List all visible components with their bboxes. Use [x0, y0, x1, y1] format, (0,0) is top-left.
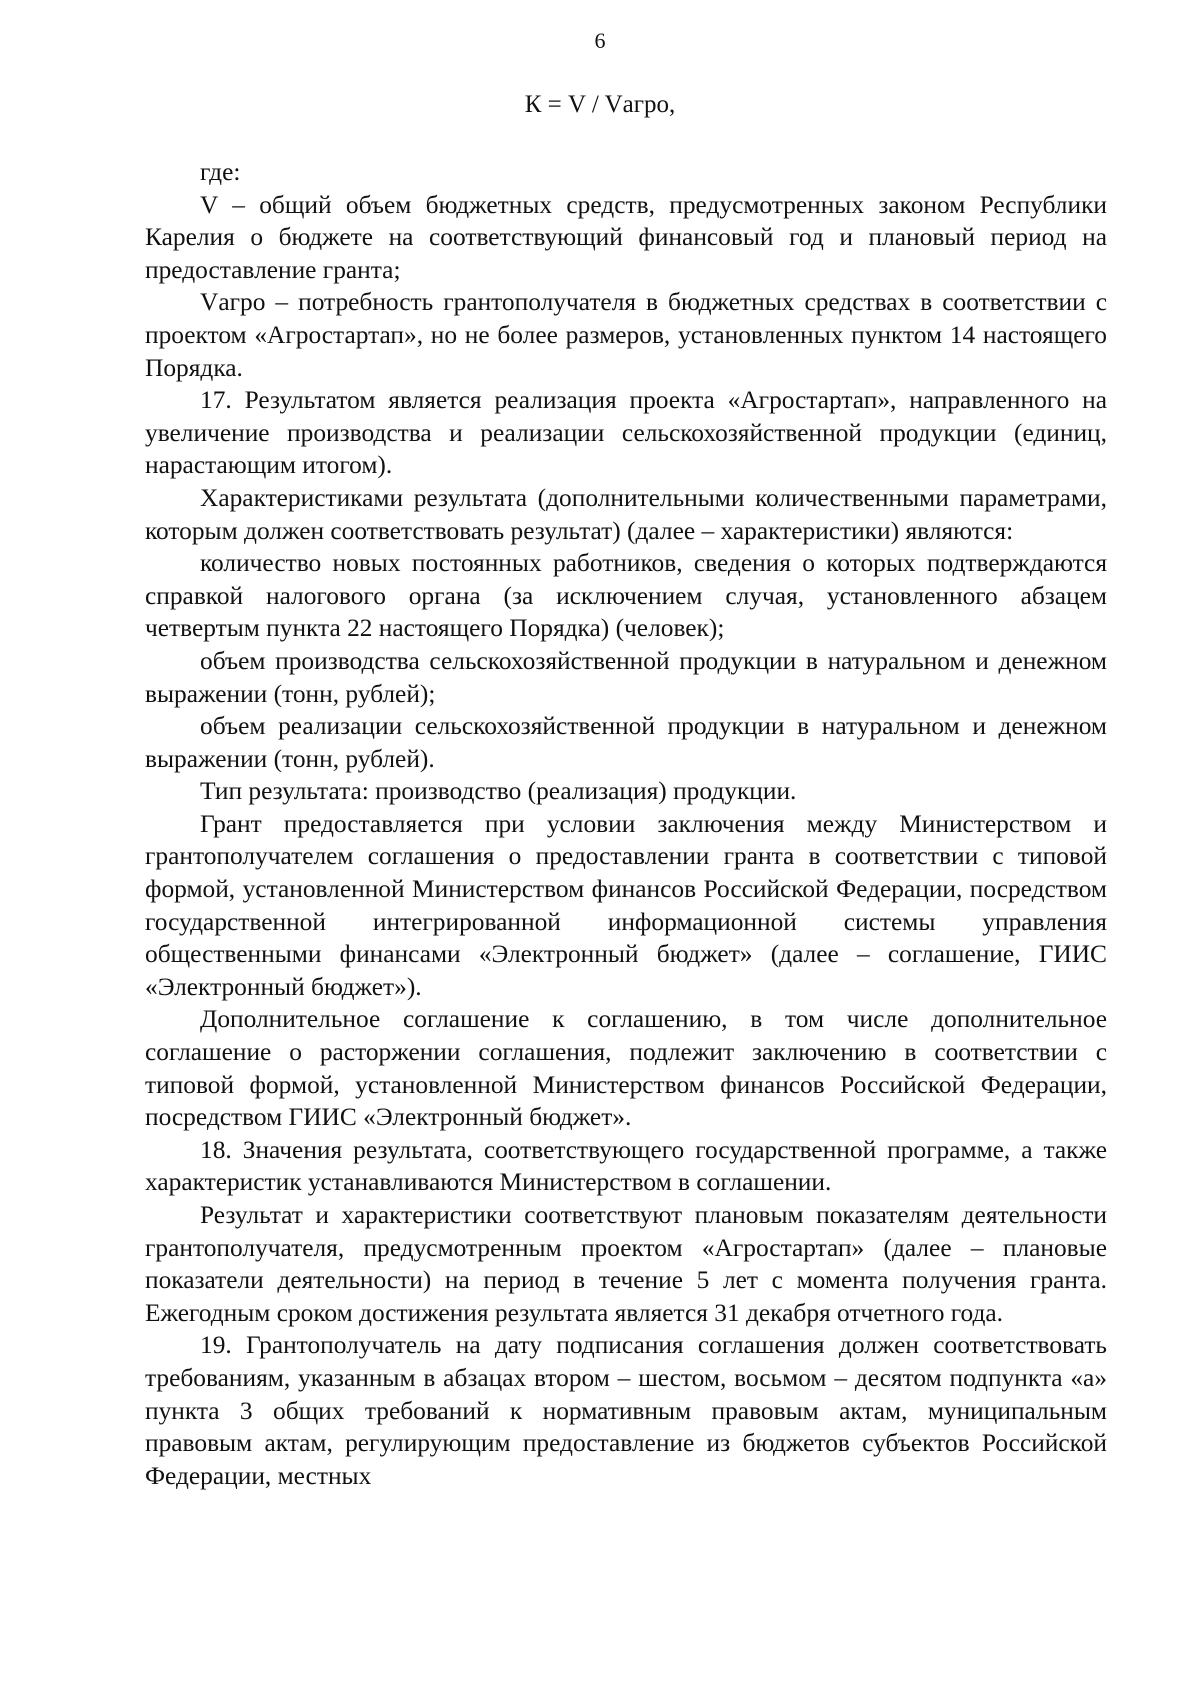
paragraph-result-indicators: Результат и характеристики соответствуют плановым показателям деятельности грантополучателя, предусмотренным проектом «Агростартап» (далее – плановые показатели деятельности) на период в течение 5 лет с момента получения гранта. Ежегодным сроком достижения результата является 31 декабря отчетного года.	[145, 1201, 1107, 1327]
paragraph-vagro-definition: Vагро – потребность грантополучателя в бюджетных средствах в соответствии с проектом «Агростартап», но не более размеров, установленных пунктом 14 настоящего Порядка.	[145, 288, 1107, 382]
formula: К = V / Vагро,	[524, 91, 676, 118]
paragraph-additional-agreement: Дополнительное соглашение к соглашению, в том числе дополнительное соглашение о расторжении соглашения, подлежит заключению в соответствии с типовой формой, установленной Министерством финансов Российской Федерации, посредством ГИИС «Электронный бюджет».	[145, 1005, 1107, 1132]
page-number: 6	[594, 28, 606, 53]
paragraph-result-type: Тип результата: производство (реализация) продукции.	[200, 777, 797, 806]
paragraph-grant-agreement: Грант предоставляется при условии заключения между Министерством и грантополучателем соглашения о предоставлении гранта в соответствии с типовой формой, установленной Министерством финансов Российской Федерации, посредством государственной интегрированной информационной системы управления общественными финансами «Электронный бюджет» (далее – соглашение, ГИИС «Электронный бюджет»).	[145, 809, 1107, 1001]
paragraph-sales-volume: объем реализации сельскохозяйственной продукции в натуральном и денежном выражении (тонн, рублей).	[145, 712, 1107, 773]
document-body	[145, 156, 1107, 1492]
paragraph-item-17: 17. Результатом является реализация проекта «Агростартап», направленного на увеличение производства и реализации сельскохозяйственной продукции (единиц, нарастающим итогом).	[145, 386, 1107, 480]
paragraph-new-workers: количество новых постоянных работников, сведения о которых подтверждаются справкой налогового органа (за исключением случая, установленного абзацем четвертым пункта 22 настоящего Порядка) (человек);	[145, 549, 1107, 643]
paragraph-item-18: 18. Значения результата, соответствующего государственной программе, а также характеристик устанавливаются Министерством в соглашении.	[145, 1135, 1107, 1197]
paragraph-where: где:	[200, 158, 241, 186]
paragraph-v-definition: V – общий объем бюджетных средств, предусмотренных законом Республики Карелия о бюджете на соответствующий финансовый год и плановый период на предоставление гранта;	[145, 190, 1107, 284]
paragraph-characteristics: Характеристиками результата (дополнительными количественными параметрами, которым должен соответствовать результат) (далее – характеристики) являются:	[145, 483, 1107, 545]
paragraph-production-volume: объем производства сельскохозяйственной продукции в натуральном и денежном выражении (тонн, рублей);	[145, 646, 1107, 708]
paragraph-item-19: 19. Грантополучатель на дату подписания соглашения должен соответствовать требованиям, указанным в абзацах втором – шестом, восьмом – десятом подпункта «а» пункта 3 общих требований к нормативным правовым актам, муниципальным правовым актам, регулирующим предоставление из бюджетов субъектов Российской Федерации, местных	[145, 1331, 1107, 1490]
